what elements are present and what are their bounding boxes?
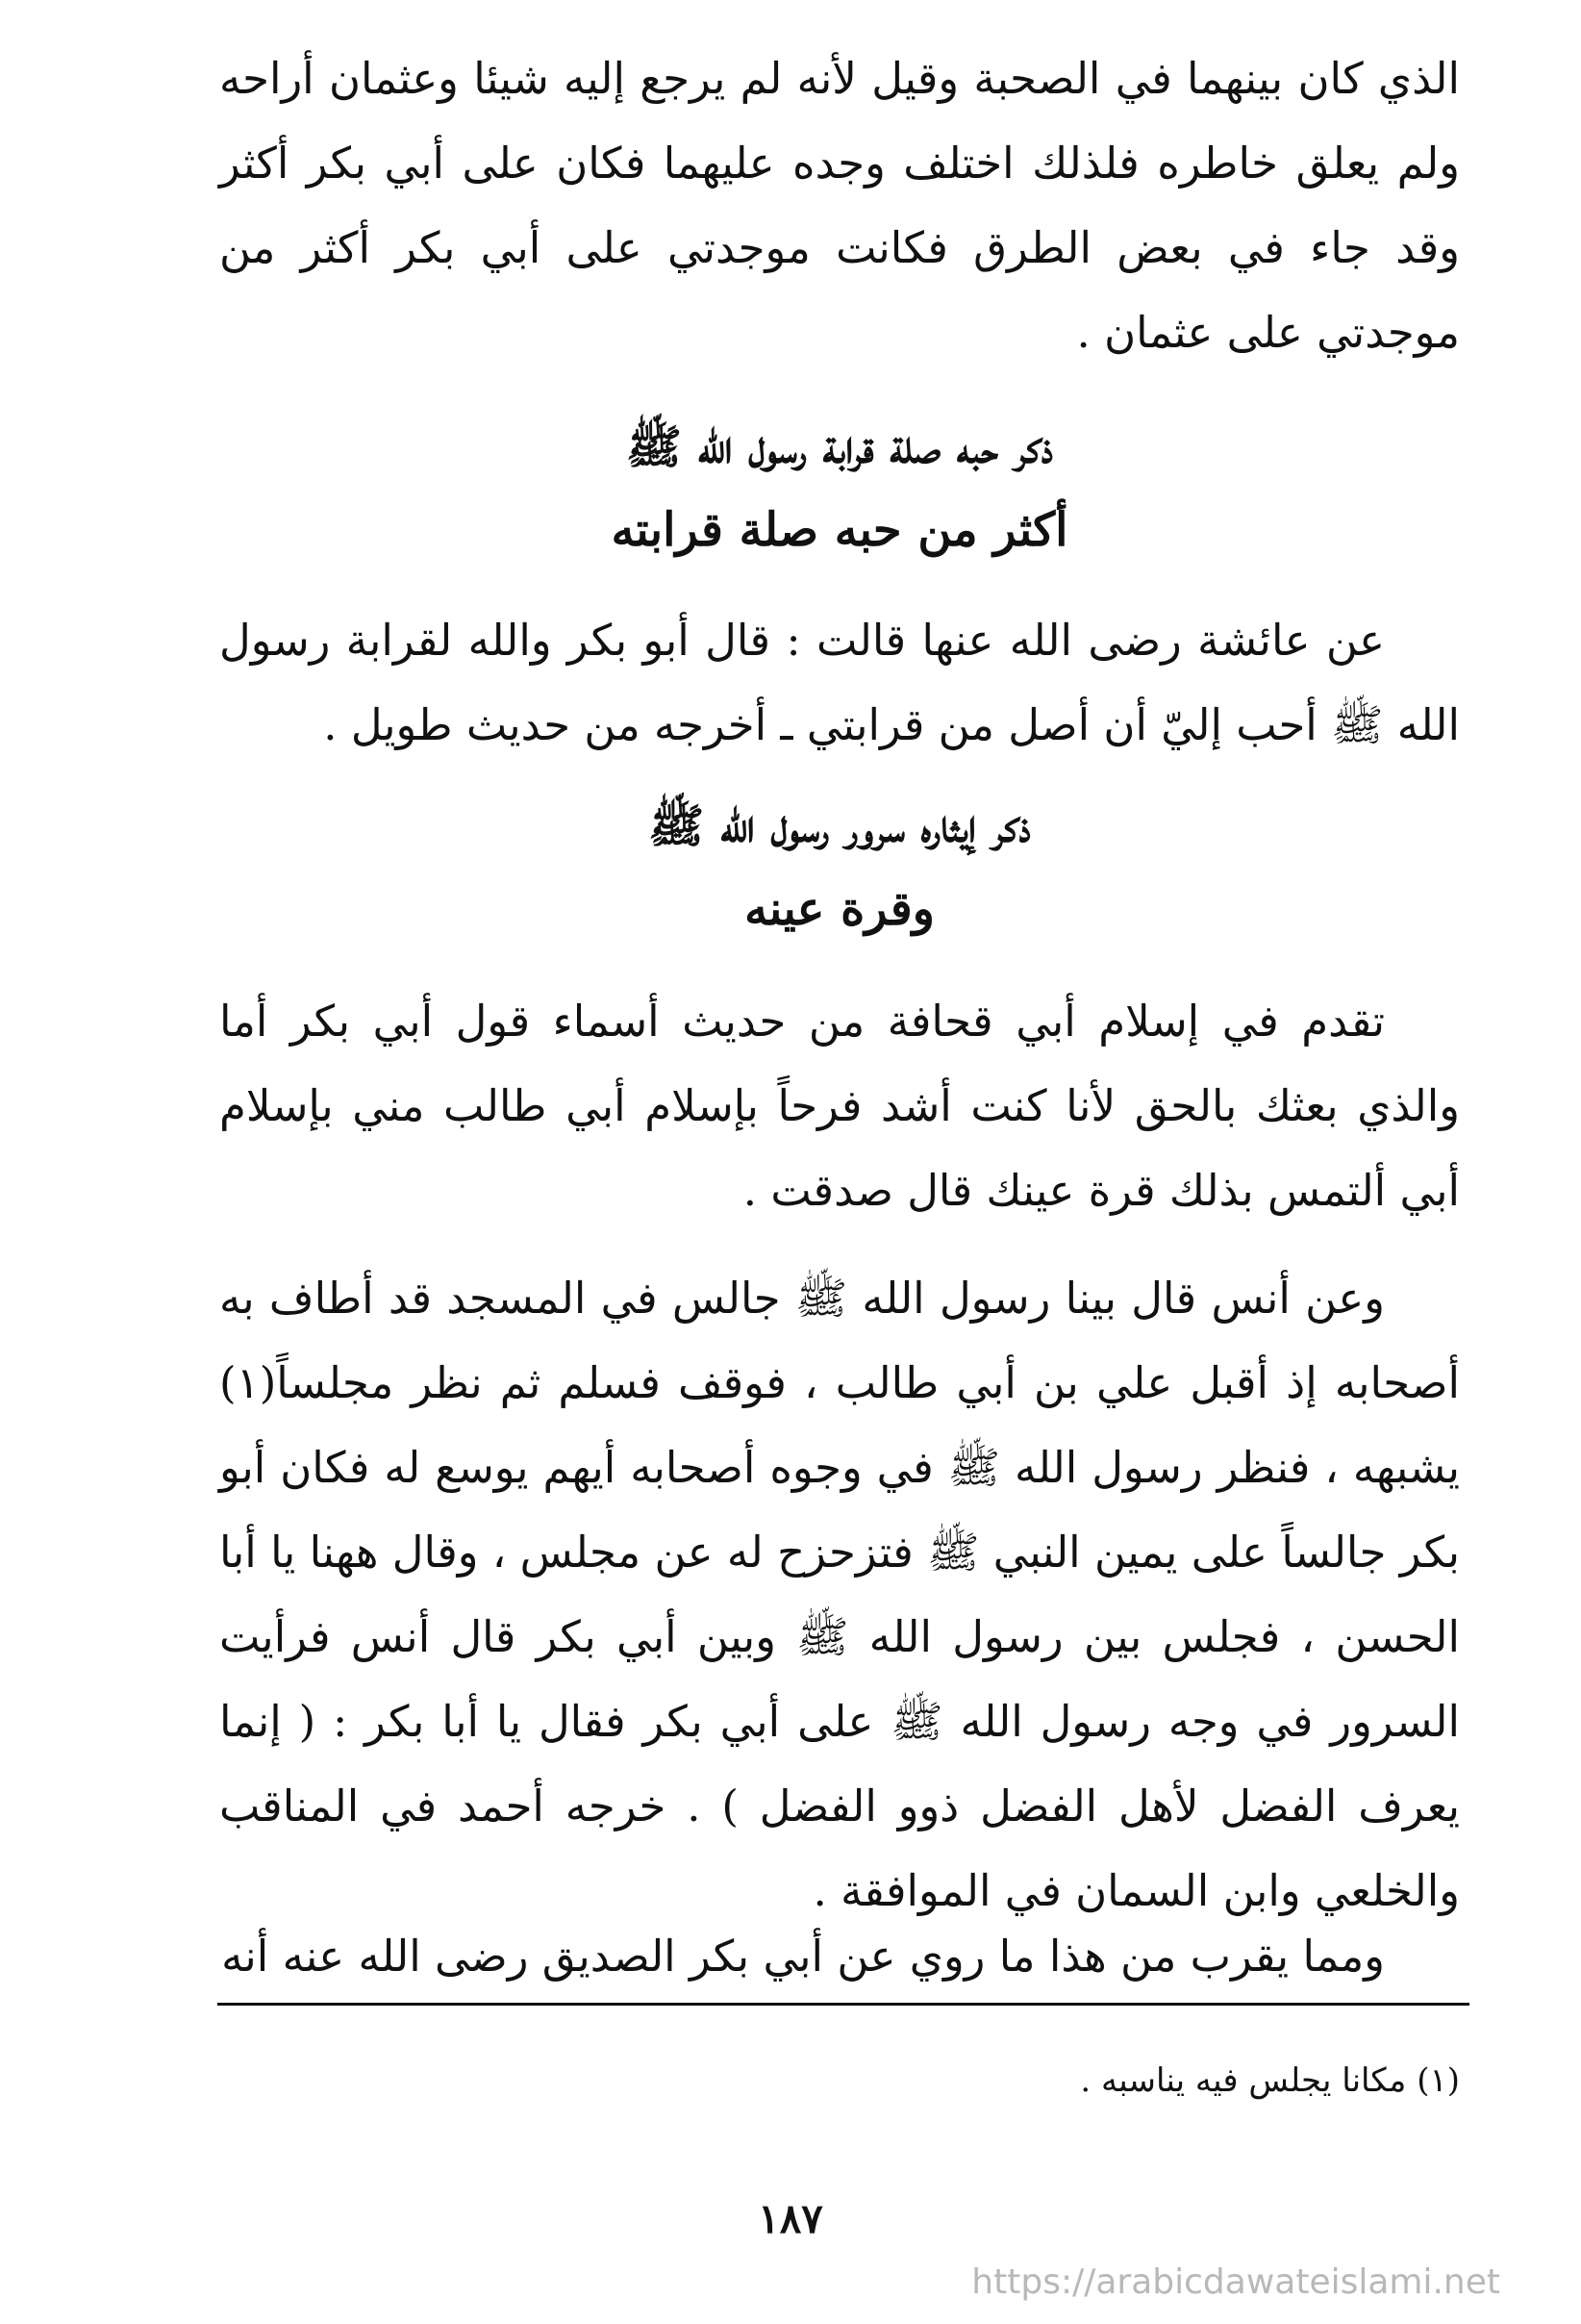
heading-2-line-1: ذكر إيثاره سرور رسول الله ﷺ (648, 799, 1031, 853)
paragraph-4-text: وعن أنس قال بينا رسول الله ﷺ جالس في المسجد قد أطاف به أصحابه إذ أقبل علي بن أبي طالب ، فوقف فسلم ثم نظر مجلساً(١) يشبهه ، فنظر رسول الله ﷺ في وجوه أصحابه أيهم يوسع له فكان أبو بكر جالساً على يمين النبي ﷺ فتزحزح له عن مجلس ، وقال ههنا يا أبا الحسن ، فجلس بين رسول الله ﷺ وبين أبي بكر قال أنس فرأيت السرور في وجه رسول الله ﷺ على أبي بكر فقال يا أبا بكر : ( إنما يعرف الفضل لأهل الفضل ذوو الفضل ) . خرجه أحمد في المناقب والخلعي وابن السمان في الموافقة . (219, 1273, 1460, 1916)
paragraph-1 (219, 37, 1460, 375)
heading-1-line-1: ذكر حبه صلة قرابة رسول الله ﷺ (625, 420, 1054, 474)
paragraph-2-text: عن عائشة رضى الله عنها قالت : قال أبو بكر والله لقرابة رسول الله ﷺ أحب إليّ أن أصل من قرابتي ـ أخرجه من حديث طويل . (219, 615, 1460, 750)
page-number: ١٨٧ (758, 2195, 823, 2242)
paragraph-4 (219, 1256, 1460, 1933)
footnote: (١) مكانا يجلس فيه يناسبه . (1080, 2061, 1460, 2100)
paragraph-2 (219, 598, 1460, 768)
heading-2-line-2: وقرة عينه (744, 882, 935, 936)
watermark-url: https://arabicdawateislami.net (971, 2262, 1500, 2302)
heading-1 (219, 406, 1460, 571)
paragraph-3 (219, 979, 1460, 1233)
footnote-divider (217, 2003, 1469, 2006)
paragraph-3-text: تقدم في إسلام أبي قحافة من حديث أسماء قول أبي بكر أما والذي بعثك بالحق لأنا كنت أشد فرحاً بإسلام أبي طالب مني بإسلام أبي ألتمس بذلك قرة عينك قال صدقت . (219, 996, 1460, 1216)
paragraph-5 (219, 1914, 1460, 1999)
heading-1-line-2: أكثر من حبه صلة قرابته (611, 503, 1068, 557)
paragraph-1-text: الذي كان بينهما في الصحبة وقيل لأنه لم يرجع إليه شيئا وعثمان أراحه ولم يعلق خاطره فلذلك اختلف وجده عليهما فكان على أبي بكر أكثر وقد جاء في بعض الطرق فكانت موجدتي على أبي بكر أكثر من موجدتي على عثمان . (219, 53, 1460, 358)
paragraph-5-text: ومما يقرب من هذا ما روي عن أبي بكر الصديق رضى الله عنه أنه (221, 1931, 1385, 1982)
heading-2 (219, 785, 1460, 950)
